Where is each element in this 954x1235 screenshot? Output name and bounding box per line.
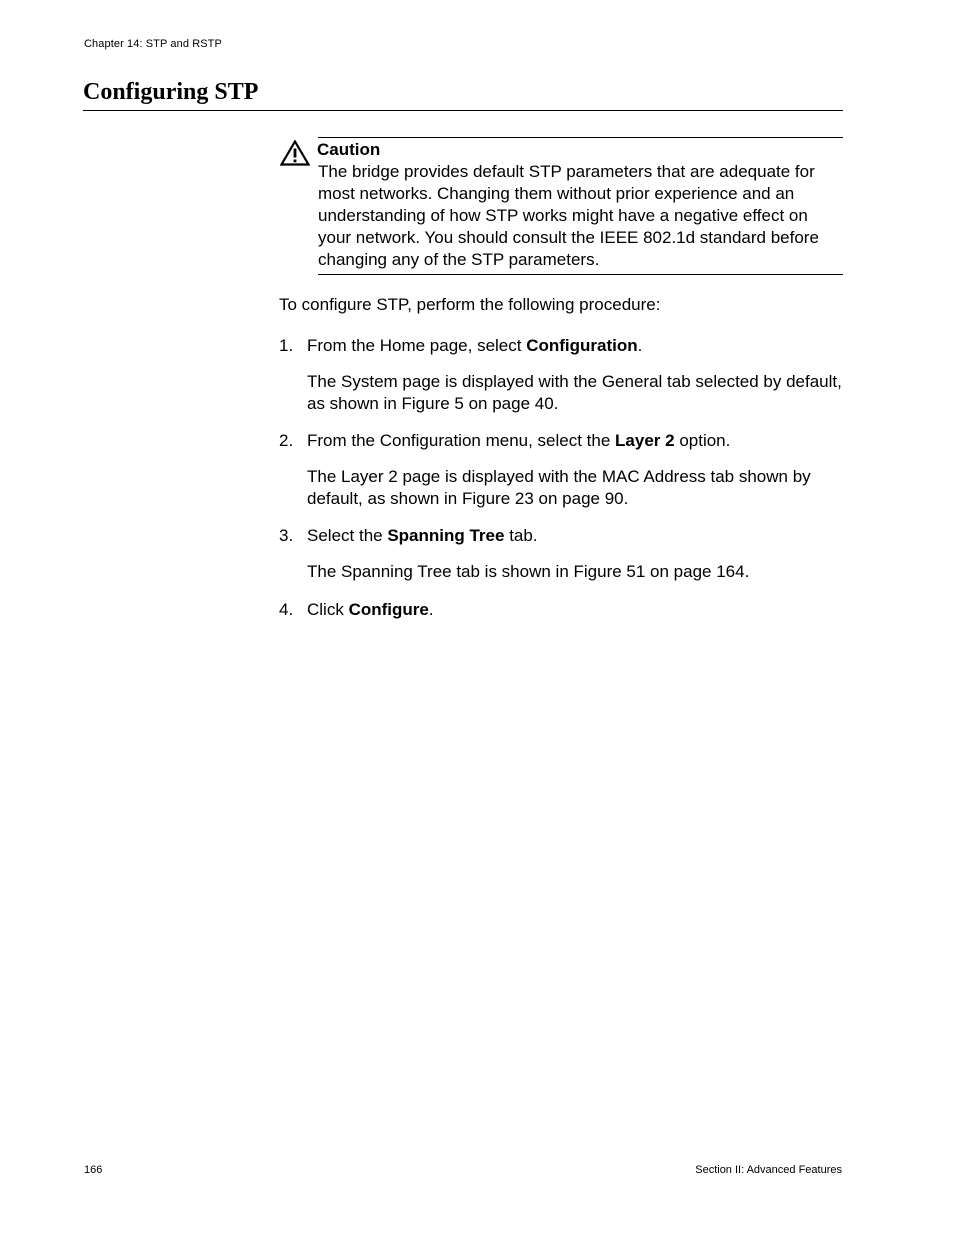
ui-term: Spanning Tree <box>387 526 505 545</box>
page-number: 166 <box>84 1164 103 1176</box>
warning-triangle-icon <box>280 140 310 166</box>
step-number: 1. <box>279 336 294 355</box>
ui-term: Configure <box>348 600 429 619</box>
ui-term: Configuration <box>526 336 638 355</box>
ui-term: Layer 2 <box>615 431 675 450</box>
step-number: 4. <box>279 600 294 619</box>
section-title: Configuring STP <box>83 79 259 105</box>
step-number: 3. <box>279 526 294 545</box>
step-instruction: Click Configure. <box>307 600 434 619</box>
step-3-result: The Spanning Tree tab is shown in Figure 51 on page 164. <box>307 562 750 581</box>
intro-paragraph: To configure STP, perform the following procedure: <box>279 295 661 314</box>
step-instruction: Select the Spanning Tree tab. <box>307 526 538 545</box>
caution-heading: Caution <box>317 140 381 159</box>
step-1-result: The System page is displayed with the General tab selected by default, as shown in Figure 5 on page 40. <box>307 372 842 413</box>
step-instruction: From the Home page, select Configuration. <box>307 336 643 355</box>
footer-section-name: Section II: Advanced Features <box>695 1164 842 1176</box>
caution-text: The bridge provides default STP parameters that are adequate for most networks. Changing them without prior experience and an understanding of how STP works might have a negative effect on your network. You should consult the IEEE 802.1d standard before changing any of the STP parameters. <box>318 162 819 269</box>
step-instruction: From the Configuration menu, select the Layer 2 option. <box>307 431 731 450</box>
step-number: 2. <box>279 431 294 450</box>
step-2-result: The Layer 2 page is displayed with the MAC Address tab shown by default, as shown in Figure 23 on page 90. <box>307 467 811 508</box>
running-header: Chapter 14: STP and RSTP <box>84 38 222 50</box>
title-rule <box>83 110 843 111</box>
caution-box <box>318 137 843 275</box>
